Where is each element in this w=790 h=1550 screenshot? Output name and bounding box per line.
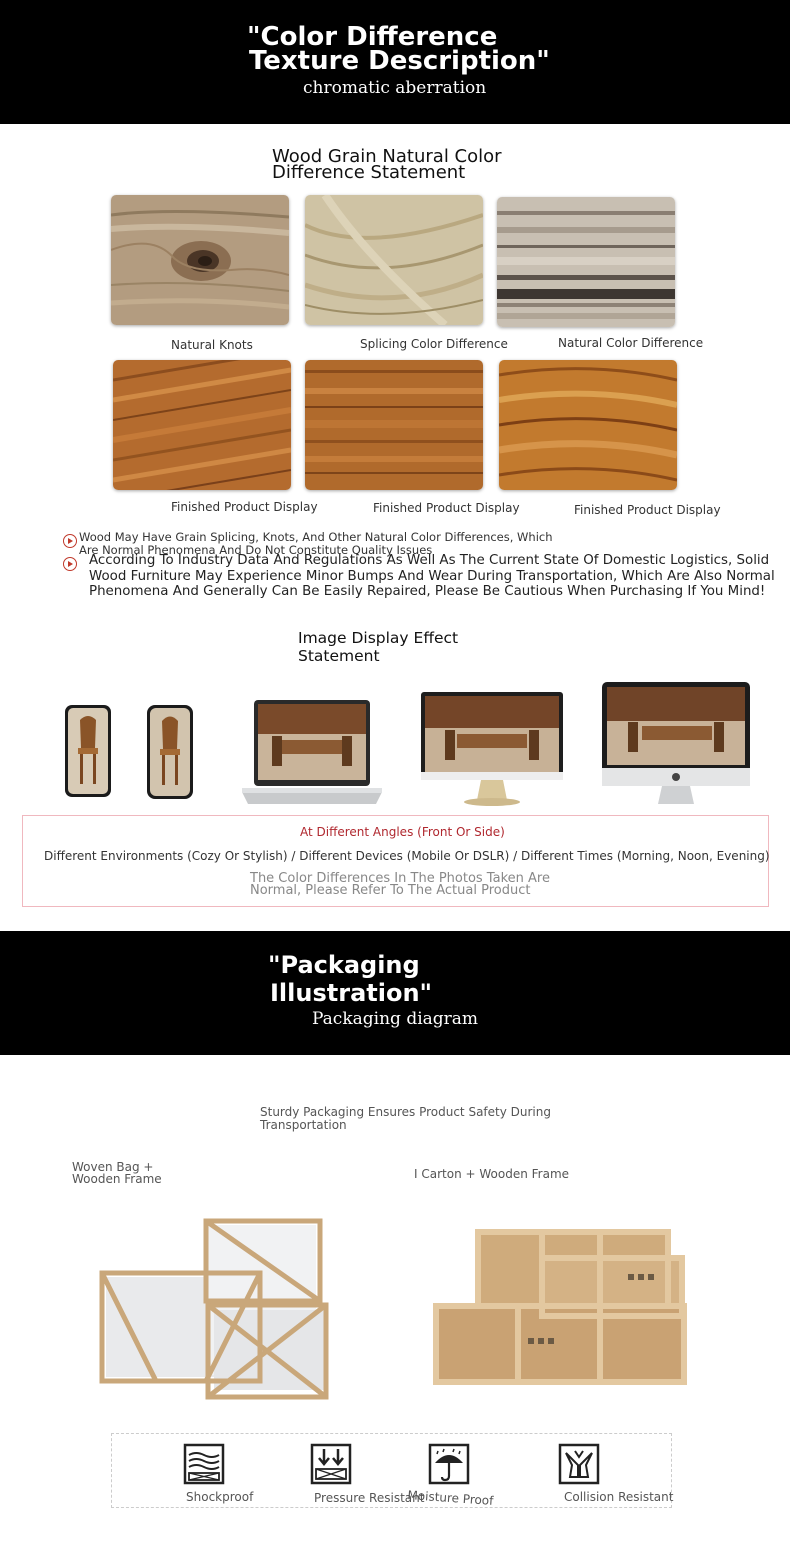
image-section-title-line1: Image Display Effect [298, 629, 459, 647]
feature-label-collision-resistant: Collision Resistant [564, 1490, 674, 1504]
note-grain-line1: Wood May Have Grain Splicing, Knots, And Other Natural Color Differences, Which [79, 530, 553, 544]
natural-color-difference-image [497, 197, 675, 327]
woven-bag-package-image [96, 1215, 332, 1407]
note-grain-line2: Are Normal Phenomena And Do Not Constitute Quality Issues [79, 543, 433, 557]
note-transport-line2: Wood Furniture May Experience Minor Bumps And Wear During Transportation, Which Are Also Normal [89, 569, 775, 584]
caption-finished-product-1: Finished Product Display [171, 500, 318, 514]
image-section-title-line2: Statement [298, 647, 380, 665]
imac-device-image [602, 682, 750, 808]
woven-bag-label-line2: Wooden Frame [72, 1172, 162, 1186]
banner-subtitle: chromatic aberration [303, 78, 487, 98]
banner-title-line2: Texture Description" [249, 46, 550, 76]
packaging-intro-line2: Transportation [260, 1118, 347, 1132]
feature-label-moisture-proof: Moisture Proof [407, 1488, 494, 1508]
finished-product-image-3 [499, 360, 677, 490]
banner-title-line1: "Color Difference [247, 22, 498, 52]
disclaimer-line1: The Color Differences In The Photos Taken Are [250, 871, 550, 886]
finished-product-image-1 [113, 360, 291, 490]
packaging-banner [0, 931, 790, 1055]
carton-package-image [432, 1228, 688, 1388]
banner-subtitle: Packaging diagram [312, 1009, 479, 1029]
laptop-device-image [242, 700, 382, 806]
pressure-resistant-icon [310, 1443, 352, 1485]
banner-title-line1: "Packaging [268, 951, 420, 979]
bullet-arrow-icon [63, 557, 77, 571]
caption-natural-color-difference: Natural Color Difference [558, 336, 704, 350]
color-difference-banner [0, 0, 790, 124]
carton-label: I Carton + Wooden Frame [414, 1167, 570, 1181]
caption-natural-knots: Natural Knots [171, 338, 253, 352]
note-transport-line1: According To Industry Data And Regulations As Well As The Current State Of Domestic Logistics, Solid [89, 553, 770, 568]
shockproof-icon [183, 1443, 225, 1485]
woven-bag-label-line1: Woven Bag + [72, 1160, 154, 1174]
collision-resistant-icon [558, 1443, 600, 1485]
phone-device-image [147, 705, 193, 799]
banner-title-line2: Illustration" [270, 979, 433, 1007]
phone-device-image [65, 705, 111, 797]
finished-product-image-2 [305, 360, 483, 490]
disclaimer-line2: Normal, Please Refer To The Actual Product [250, 883, 531, 898]
image-display-note-box [22, 815, 769, 907]
caption-finished-product-2: Finished Product Display [373, 501, 520, 515]
wood-section-title-line2: Difference Statement [272, 162, 466, 183]
packaging-intro-line1: Sturdy Packaging Ensures Product Safety During [260, 1105, 551, 1119]
feature-label-pressure-resistant: Pressure Resistant [314, 1491, 425, 1505]
caption-finished-product-3: Finished Product Display [574, 503, 721, 517]
moisture-proof-umbrella-icon [428, 1443, 470, 1485]
caption-splicing-color-difference: Splicing Color Difference [360, 337, 508, 351]
wood-section-title-line1: Wood Grain Natural Color [272, 146, 502, 167]
bullet-arrow-icon [63, 534, 77, 548]
angles-note: At Different Angles (Front Or Side) [300, 825, 505, 839]
feature-label-shockproof: Shockproof [186, 1490, 254, 1504]
environments-note: Different Environments (Cozy Or Stylish) / Different Devices (Mobile Or DSLR) / Different Times (Morning, Noon, Evening) [44, 849, 770, 863]
note-transport-line3: Phenomena And Generally Can Be Easily Repaired, Please Be Cautious When Purchasing If You Mind! [89, 584, 766, 599]
monitor-device-image [421, 692, 563, 808]
splicing-color-difference-image [305, 195, 483, 325]
natural-knots-image [111, 195, 289, 325]
